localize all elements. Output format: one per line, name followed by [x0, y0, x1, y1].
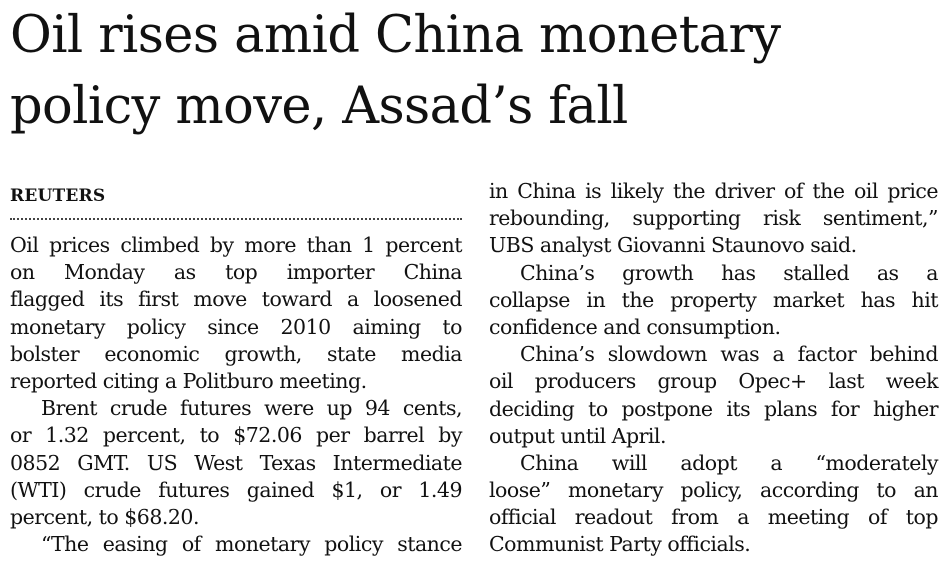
byline-divider [10, 218, 462, 220]
body-text-line: “The easing of monetary policy stance [41, 532, 462, 557]
body-text-line: reported citing a Politburo meeting. [10, 368, 367, 393]
body-text-line: oil producers group Opec+ last week [489, 369, 938, 394]
body-text-line: China’s slowdown was a factor behind [520, 342, 938, 367]
body-text-line: deciding to postpone its plans for higher [489, 396, 938, 421]
headline-line-1: Oil rises amid China monetary [10, 6, 781, 65]
article-column-left [10, 232, 462, 558]
body-text-line: or 1.32 percent, to $72.06 per barrel by [10, 423, 462, 448]
body-text-line: loose” monetary policy, according to an [489, 478, 938, 503]
headline-line-2: policy move, Assad’s fall [10, 77, 628, 136]
article-headline [10, 0, 942, 142]
body-text-line: on Monday as top importer China [10, 260, 462, 285]
body-text-line: rebounding, supporting risk sentiment,” [489, 206, 938, 231]
body-text-line: Brent crude futures were up 94 cents, [41, 396, 462, 421]
body-text-line: output until April. [489, 423, 666, 448]
body-text-line: monetary policy since 2010 aiming to [10, 314, 462, 339]
body-text-line: China’s growth has stalled as a [520, 260, 938, 285]
body-text-line: Communist Party officials. [489, 532, 751, 557]
body-text-line: Oil prices climbed by more than 1 percent [10, 233, 462, 257]
body-text-line: confidence and consumption. [489, 314, 781, 339]
body-text-line: 0852 GMT. US West Texas Intermediate [10, 450, 462, 475]
body-text-line: official readout from a meeting of top [489, 505, 938, 530]
body-text-line: flagged its first move toward a loosened [10, 287, 462, 312]
body-text-line: bolster economic growth, state media [10, 341, 462, 366]
body-text-line: UBS analyst Giovanni Staunovo said. [489, 233, 857, 258]
article-column-right [489, 178, 938, 559]
body-text-line: China will adopt a “moderately [520, 450, 938, 475]
body-text-line: (WTI) crude futures gained $1, or 1.49 [10, 477, 462, 502]
body-text-line: collapse in the property market has hit [489, 287, 938, 312]
byline: REUTERS [10, 186, 106, 206]
body-text-line: percent, to $68.20. [10, 504, 199, 529]
body-text-line: in China is likely the driver of the oil price [489, 179, 938, 203]
